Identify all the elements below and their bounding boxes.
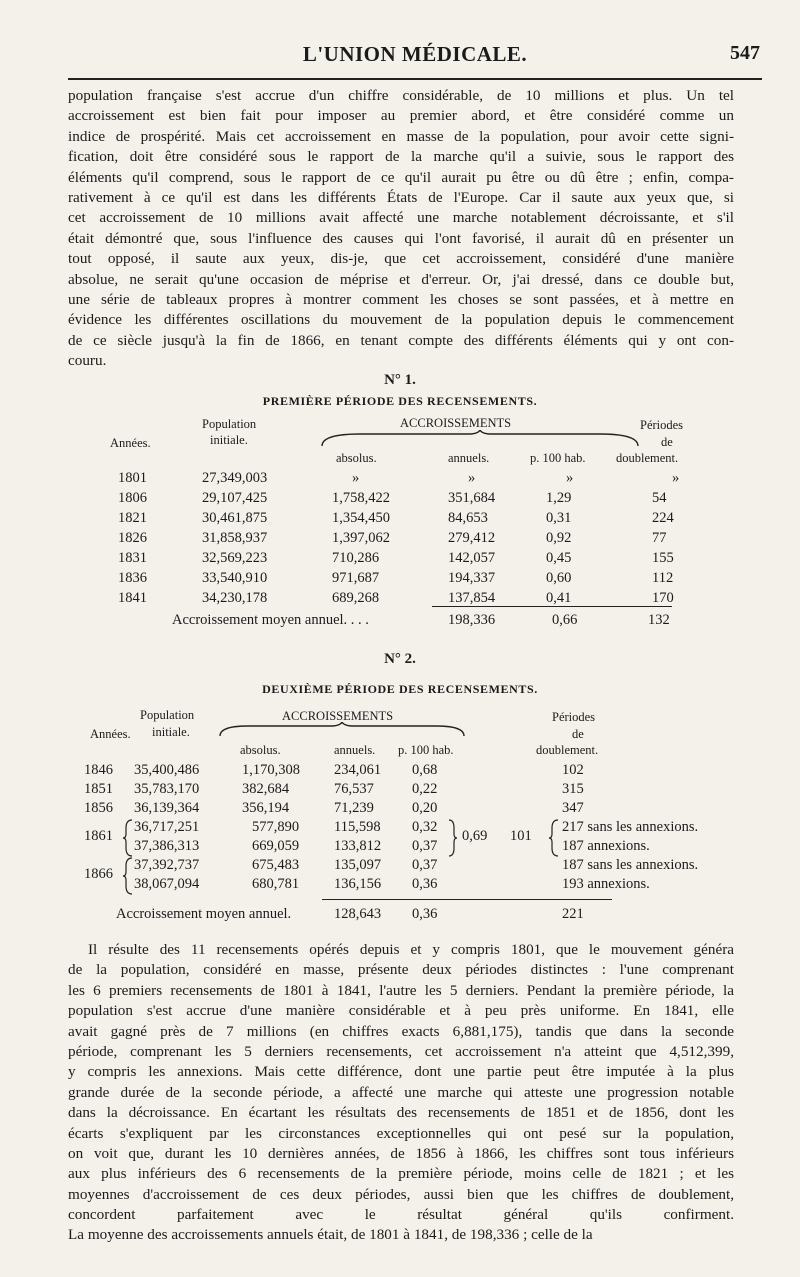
t1-cell-absolus: 1,758,422 — [332, 490, 390, 506]
t2-1861a-doubl: 217 sans les annexions. — [562, 819, 699, 835]
t2-1861a-ann: 115,598 — [334, 819, 381, 835]
t2-cell-population: 36,139,364 — [134, 800, 200, 816]
t2-1866b-ann: 136,156 — [334, 876, 382, 892]
t2-hdr-annuels: annuels. — [334, 743, 376, 757]
t2-hdr-doublement: doublement. — [536, 743, 599, 757]
t1-average-p100: 0,66 — [552, 612, 578, 628]
t1-cell-p100: 0,60 — [546, 570, 572, 586]
t1-cell-annuels: 351,684 — [448, 490, 496, 506]
text-line: indice de prospérité. Mais cet accroissement en masse de la population, pour avoir cette signi- — [68, 127, 734, 145]
t1-cell-year: 1841 — [118, 590, 147, 606]
t1-cell-p100: 0,45 — [546, 550, 572, 566]
text-line: moyennes d'accroissement de ces deux périodes, aussi bien que les chiffres de doublement, — [68, 1185, 734, 1203]
t2-cell-year: 1851 — [84, 781, 113, 797]
t1-cell-annuels: » — [468, 470, 476, 486]
t1-cell-year: 1806 — [118, 490, 147, 506]
t2-cell-year: 1846 — [84, 762, 113, 778]
t1-cell-population: 32,569,223 — [202, 550, 268, 566]
t1-hdr-de: de — [661, 435, 673, 449]
t1-cell-doublement: 224 — [652, 510, 674, 526]
t1-cell-doublement: 54 — [652, 490, 667, 506]
t2-hdr-initiale: initiale. — [152, 725, 190, 739]
table2-number: N° 2. — [384, 651, 416, 667]
t2-1866a-pop: 37,392,737 — [134, 857, 200, 873]
t1-hdr-p100: p. 100 hab. — [530, 451, 586, 465]
t1-cell-year: 1801 — [118, 470, 147, 486]
t2-cell-year: 1856 — [84, 800, 113, 816]
t1-cell-annuels: 137,854 — [448, 590, 496, 606]
t1-cell-absolus: 971,687 — [332, 570, 380, 586]
t2-1861-year: 1861 — [84, 828, 113, 844]
t1-hdr-absolus: absolus. — [336, 451, 377, 465]
t2-cell-absolus: 1,170,308 — [242, 762, 300, 778]
t2-hdr-accroissements: ACCROISSEMENTS — [282, 709, 394, 723]
text-line: dans la décroissance. En écartant les résultats des recensements de 1851 et de 1856, dont les — [68, 1104, 734, 1122]
t2-hdr-population: Population — [140, 708, 195, 722]
text-line: cet accroissement de 10 millions avait affecté une marche notablement décroissante, et s'il — [68, 209, 734, 227]
t1-cell-doublement: » — [672, 470, 680, 486]
text-line: éléments qu'il comprend, sous le rapport de ce qu'il aurait pu être ou dû être ; enfin, compa- — [68, 168, 734, 186]
t2-1866-year: 1866 — [84, 866, 113, 882]
text-line: concordent parfaitement avec le résultat général qu'ils confirment. — [68, 1206, 734, 1224]
t2-1861b-ann: 133,812 — [334, 838, 382, 854]
t2-cell-doublement: 315 — [562, 781, 584, 797]
text-line: les 6 premiers recensements de 1801 à 1841, l'autre les 5 derniers. Pendant la première période, la — [68, 981, 734, 999]
t1-cell-doublement: 170 — [652, 590, 674, 606]
t1-cell-population: 33,540,910 — [202, 570, 268, 586]
t2-1866a-ann: 135,097 — [334, 857, 382, 873]
t1-cell-annuels: 194,337 — [448, 570, 496, 586]
t1-cell-doublement: 77 — [652, 530, 667, 546]
t1-cell-absolus: » — [352, 470, 360, 486]
t1-cell-doublement: 155 — [652, 550, 674, 566]
t2-hdr-de: de — [572, 727, 584, 741]
t1-cell-p100: 1,29 — [546, 490, 572, 506]
t1-hdr-annuels: annuels. — [448, 451, 490, 465]
conclusion-paragraph — [68, 940, 734, 1246]
t1-average-doublement: 132 — [648, 612, 670, 628]
t2-1861-doubl-brace — [548, 818, 560, 858]
t2-1861-merged-doubl: 101 — [510, 828, 532, 844]
t2-1861a-p100: 0,32 — [412, 819, 438, 835]
text-line: évidence les différentes oscillations du mouvement de la population depuis le commencement — [68, 311, 734, 329]
t1-hdr-population: Population — [202, 417, 257, 431]
t1-cell-p100: 0,31 — [546, 510, 572, 526]
t1-cell-annuels: 279,412 — [448, 530, 496, 546]
t2-1861-merged-p100: 0,69 — [462, 828, 488, 844]
t2-average-p100: 0,36 — [412, 906, 438, 922]
text-line: couru. — [68, 352, 107, 370]
journal-title: L'UNION MÉDICALE. — [302, 42, 528, 66]
t1-cell-p100: » — [566, 470, 574, 486]
t2-1866b-p100: 0,36 — [412, 876, 438, 892]
t2-hdr-p100: p. 100 hab. — [398, 743, 454, 757]
t2-average-doublement: 221 — [562, 906, 584, 922]
table2-title: DEUXIÈME PÉRIODE DES RECENSEMENTS. — [262, 682, 538, 696]
text-line: accroissement est bien fait pour imposer au premier abord, et être considéré comme un — [68, 107, 734, 125]
t2-brace — [218, 722, 466, 738]
t1-hdr-periodes: Périodes — [640, 418, 684, 432]
text-line: grande durée de la seconde période, a affecté une marche qui atteste une progression notable — [68, 1083, 734, 1101]
page-number: 547 — [730, 42, 760, 64]
t2-1866b-abs: 680,781 — [252, 876, 300, 892]
t1-average-annuel: 198,336 — [448, 612, 496, 628]
t2-1866b-doubl: 193 annexions. — [562, 876, 650, 892]
t2-cell-doublement: 347 — [562, 800, 584, 816]
t2-cell-population: 35,400,486 — [134, 762, 200, 778]
text-line: on voit que, durant les 10 dernières années, de 1856 à 1866, les chiffres sont tous inférieurs — [68, 1144, 734, 1162]
t2-cell-annuels: 234,061 — [334, 762, 382, 778]
t2-hdr-annees: Années. — [90, 727, 131, 741]
text-line: tout opposé, il saute aux yeux, dis-je, que cet accroissement, considéré d'une manière — [68, 250, 734, 268]
t1-hdr-doublement: doublement. — [616, 451, 679, 465]
t2-1866-left-brace — [122, 856, 134, 896]
t2-1861b-pop: 37,386,313 — [134, 838, 200, 854]
table1-number: N° 1. — [384, 372, 416, 388]
text-line: aux plus inférieurs des 6 recensements de la première période, moins celle de 1821 ; et les — [68, 1165, 734, 1183]
t2-1861a-pop: 36,717,251 — [134, 819, 200, 835]
t1-hdr-accroissements: ACCROISSEMENTS — [400, 416, 512, 430]
t1-hdr-initiale: initiale. — [210, 433, 248, 447]
t1-cell-year: 1821 — [118, 510, 147, 526]
text-line: population s'est accrue d'une manière considérable et à peu près uniforme. En 1841, elle — [68, 1002, 734, 1020]
text-line: était démontré que, sous l'influence des causes qui l'ont favorisé, il aurait dû en présenter un — [68, 229, 734, 247]
t2-1866a-p100: 0,37 — [412, 857, 438, 873]
t1-cell-year: 1831 — [118, 550, 147, 566]
t2-cell-population: 35,783,170 — [134, 781, 200, 797]
t1-average-label: Accroissement moyen annuel. . . . — [172, 612, 369, 628]
t2-1861a-abs: 577,890 — [252, 819, 300, 835]
t2-cell-p100: 0,68 — [412, 762, 438, 778]
t2-1861b-abs: 669,059 — [252, 838, 300, 854]
t1-cell-population: 31,858,937 — [202, 530, 268, 546]
t1-cell-absolus: 710,286 — [332, 550, 380, 566]
t2-cell-absolus: 382,684 — [242, 781, 290, 797]
t2-hdr-periodes: Périodes — [552, 710, 596, 724]
text-line: fication, doit être considéré sous le rapport de la marche qu'il a suivie, sous le rapport des — [68, 148, 734, 166]
t2-total-rule — [322, 899, 612, 900]
text-line: y compris les annexions. Mais cette différence, dont une partie peut être imputée à la plus — [68, 1063, 734, 1081]
text-line: absolue, ne serait qu'une occasion de méprise et d'erreur. Or, j'ai dressé, dans ce double but, — [68, 270, 734, 288]
text-line: écarts s'expliquent par les circonstances exceptionnelles qui ont pesé sur la population, — [68, 1124, 734, 1142]
t1-cell-doublement: 112 — [652, 570, 674, 586]
t2-1861b-p100: 0,37 — [412, 838, 438, 854]
text-line: population française s'est accrue d'un chiffre considérable, de 10 millions et plus. Un tel — [68, 87, 734, 104]
t1-cell-p100: 0,41 — [546, 590, 572, 606]
t1-hdr-annees: Années. — [110, 436, 151, 450]
t1-cell-annuels: 84,653 — [448, 510, 488, 526]
t2-cell-annuels: 76,537 — [334, 781, 374, 797]
text-line: de ce siècle jusqu'à la fin de 1866, en tenant compte des différents éléments qui y ont con- — [68, 331, 734, 349]
t2-1866b-pop: 38,067,094 — [134, 876, 200, 892]
text-line: rativement à ce qu'il est dans les différents États de l'Europe. Car il saute aux yeux que, si — [68, 188, 734, 206]
t2-cell-p100: 0,20 — [412, 800, 438, 816]
t2-cell-p100: 0,22 — [412, 781, 438, 797]
t1-cell-population: 30,461,875 — [202, 510, 268, 526]
t2-1861b-doubl: 187 annexions. — [562, 838, 650, 854]
t1-cell-population: 27,349,003 — [202, 470, 268, 486]
t1-cell-population: 29,107,425 — [202, 490, 268, 506]
t2-cell-doublement: 102 — [562, 762, 584, 778]
t1-cell-annuels: 142,057 — [448, 550, 496, 566]
text-line: de la population, considéré en masse, présente deux périodes distinctes : l'une comprenant — [68, 961, 734, 979]
text-line: avait gagné près de 7 millions (en chiffres exacts 6,881,175), tandis que dans la seconde — [68, 1022, 734, 1040]
table1-title: PREMIÈRE PÉRIODE DES RECENSEMENTS. — [262, 394, 538, 408]
t1-cell-absolus: 1,354,450 — [332, 510, 390, 526]
text-line: La moyenne des accroissements annuels était, de 1801 à 1841, de 198,336 ; celle de la — [68, 1226, 593, 1244]
t2-hdr-absolus: absolus. — [240, 743, 281, 757]
t2-average-label: Accroissement moyen annuel. — [116, 906, 292, 922]
t1-cell-absolus: 689,268 — [332, 590, 380, 606]
t1-cell-population: 34,230,178 — [202, 590, 268, 606]
t2-1861-right-brace — [448, 818, 458, 858]
text-line: période, comprenant les 5 derniers recensements, cet accroissement n'a atteint que 4,512,399, — [68, 1042, 734, 1060]
t2-cell-absolus: 356,194 — [242, 800, 290, 816]
t1-cell-year: 1826 — [118, 530, 147, 546]
t1-cell-p100: 0,92 — [546, 530, 572, 546]
t1-cell-absolus: 1,397,062 — [332, 530, 390, 546]
t1-cell-year: 1836 — [118, 570, 147, 586]
t2-1861-left-brace — [122, 818, 134, 858]
t2-cell-annuels: 71,239 — [334, 800, 374, 816]
text-line: une série de tableaux propres à montrer comment les choses se sont passées, et à mettre en — [68, 290, 734, 308]
text-line: Il résulte des 11 recensements opérés depuis et y compris 1801, que le mouvement généra — [88, 941, 734, 958]
t2-average-annuel: 128,643 — [334, 906, 382, 922]
t2-1866a-abs: 675,483 — [252, 857, 300, 873]
t2-1866a-doubl: 187 sans les annexions. — [562, 857, 699, 873]
